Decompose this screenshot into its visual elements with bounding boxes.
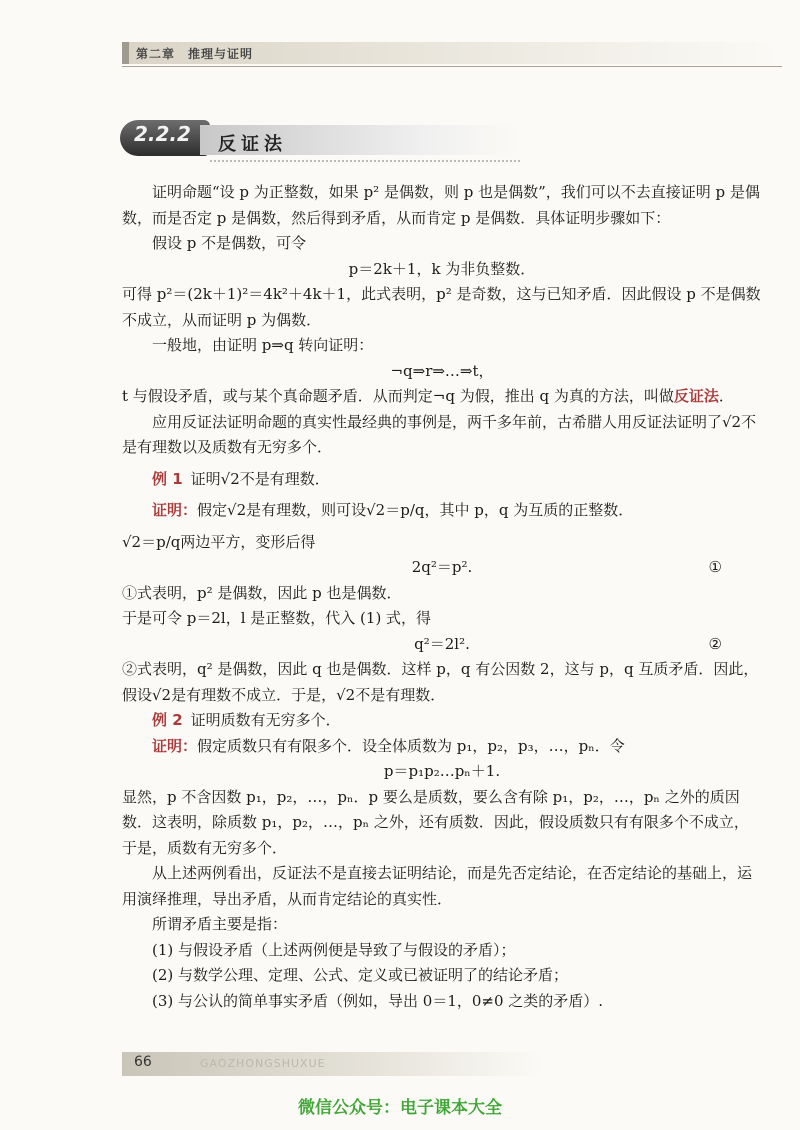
equation-numbered — [122, 555, 762, 581]
equation-number: ① — [708, 558, 722, 576]
paragraph: 所谓矛盾主要是指： — [152, 915, 288, 933]
text: 假定√2是有理数，则可设√2＝p/q，其中 p，q 为互质的正整数． — [197, 501, 634, 519]
equation: 2q²＝p². — [411, 558, 473, 576]
equation: p＝p₁p₂…pₙ＋1. — [383, 762, 501, 780]
example-text: 证明√2不是有理数． — [190, 469, 330, 488]
footer-bar — [122, 1052, 542, 1076]
example-label: 例 2 — [152, 711, 183, 729]
paragraph: 从上述两例看出，反证法不是直接去证明结论，而是先否定结论，在否定结论的基础上，运用演绎推理，导出矛盾，从而肯定结论的真实性． — [122, 864, 753, 908]
paragraph: ②式表明，q² 是偶数，因此 q 也是偶数．这样 p，q 有公因数 2，这与 p，q 互质矛盾．因此，假设√2是有理数不成立．于是，√2不是有理数． — [122, 660, 759, 704]
paragraph: 假设 p 不是偶数，可令 — [152, 234, 307, 252]
page-content — [122, 180, 762, 1014]
chapter-title: 第二章 推理与证明 — [136, 47, 254, 61]
header-accent — [122, 42, 129, 64]
equation: ¬q⇒r⇒…⇒t， — [390, 361, 494, 380]
example-label: 例 1 — [152, 469, 183, 488]
paragraph: 显然，p 不含因数 p₁，p₂，…，pₙ．p 要么是质数，要么含有除 p₁，p₂，…，pₙ 之外的质因数．这表明，除质数 p₁，p₂，…，pₙ 之外，还有质数．因此，假设质数只有有限多个不成立，于是，质数有无穷多个． — [122, 787, 749, 857]
footer-brand: GAOZHONGSHUXUE — [200, 1057, 326, 1070]
paragraph: √2＝p/q两边平方，变形后得 — [122, 532, 316, 551]
list-item: (1) 与假设矛盾（上述两例便是导致了与假设的矛盾）； — [152, 940, 516, 959]
page-number: 66 — [134, 1054, 152, 1070]
list-item: (3) 与公认的简单事实矛盾（例如，导出 0＝1，0≠0 之类的矛盾）. — [152, 991, 604, 1010]
paragraph: 于是可令 p＝2l，l 是正整数，代入 (1) 式，得 — [122, 609, 432, 627]
proof-label: 证明： — [152, 501, 198, 519]
proof-paragraph — [122, 498, 762, 524]
paragraph: 一般地，由证明 p⇒q 转向证明： — [152, 336, 374, 354]
proof-label: 证明： — [152, 736, 198, 755]
equation: p＝2k＋1，k 为非负整数． — [348, 259, 536, 278]
paragraph: 证明命题“设 p 为正整数，如果 p² 是偶数，则 p 也是偶数”，我们可以不去直接证明 p 是偶数，而是否定 p 是偶数，然后得到矛盾，从而肯定 p 是偶数．具体证明步骤如下： — [122, 183, 760, 227]
paragraph — [122, 384, 762, 410]
example-heading — [122, 708, 762, 734]
equation: q²＝2l². — [414, 634, 470, 653]
paragraph: 应用反证法证明命题的真实性最经典的事例是，两千多年前，古希腊人用反证法证明了√2不是有理数以及质数有无穷多个． — [122, 412, 757, 456]
watermark-text: 微信公众号：电子课本大全 — [298, 1098, 502, 1118]
section-number: 2.2.2 — [134, 122, 191, 146]
list-item: (2) 与数学公理、定理、公式、定义或已被证明了的结论矛盾； — [152, 966, 569, 984]
section-dotted-rule — [210, 160, 520, 162]
text: ． — [718, 387, 734, 405]
paragraph: 可得 p²＝(2k＋1)²＝4k²＋4k＋1，此式表明，p² 是奇数，这与已知矛盾．因此假设 p 不是偶数不成立，从而证明 p 为偶数． — [122, 285, 761, 329]
header-divider — [122, 66, 782, 67]
equation-number: ② — [708, 634, 722, 653]
text: t 与假设矛盾，或与某个真命题矛盾．从而判定¬q 为假，推出 q 为真的方法，叫做 — [122, 387, 674, 405]
equation-numbered — [122, 632, 762, 658]
proof-paragraph — [122, 734, 762, 760]
paragraph: ①式表明，p² 是偶数，因此 p 也是偶数． — [122, 583, 402, 602]
example-text: 证明质数有无穷多个． — [190, 711, 341, 729]
key-term: 反证法 — [673, 387, 719, 405]
section-title: 反证法 — [218, 134, 287, 155]
text: 假定质数只有有限多个．设全体质数为 p₁，p₂，p₃，…，pₙ．令 — [197, 736, 625, 755]
example-heading — [122, 467, 762, 493]
